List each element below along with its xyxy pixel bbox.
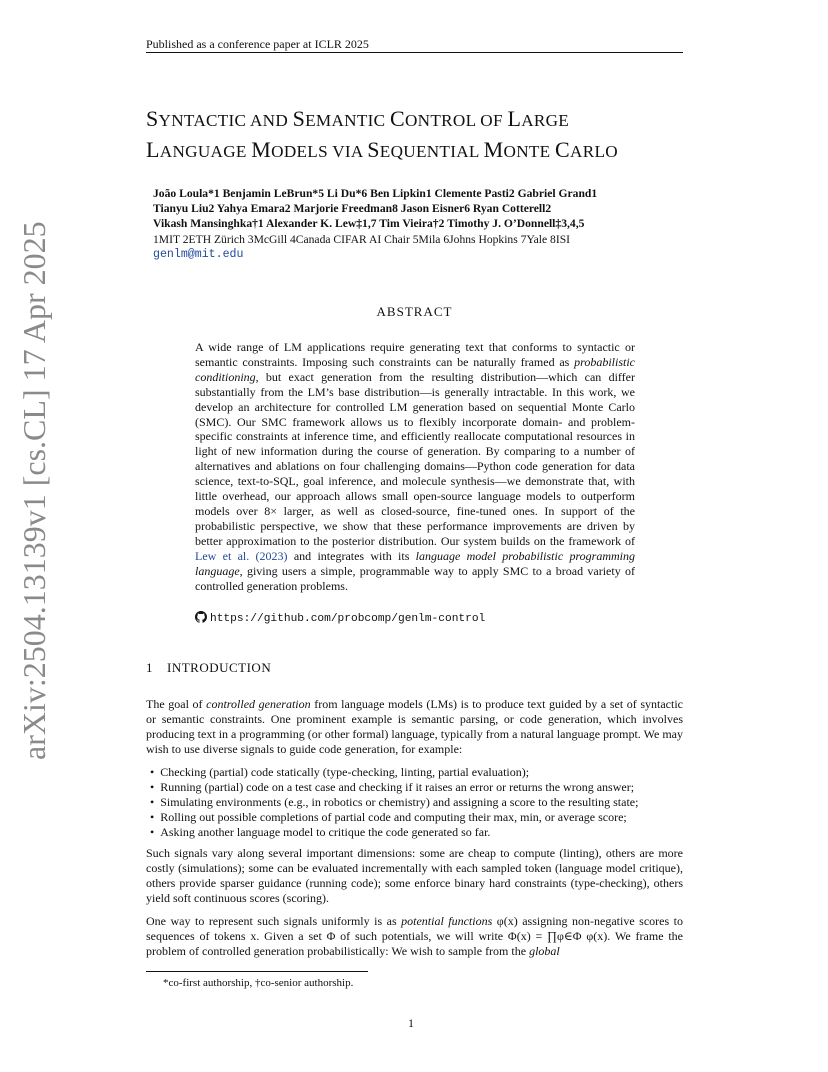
list-item: • Checking (partial) code statically (type-checking, linting, partial evaluation); (150, 765, 530, 779)
repo-url: https://github.com/probcomp/genlm-control (210, 613, 486, 625)
author-line-1: João Loula*1 Benjamin LeBrun*5 Li Du*6 Ben Lipkin1 Clemente Pasti2 Gabriel Grand1 (153, 187, 598, 200)
author-line-3: Vikash Mansinghka†1 Alexander K. Lew‡1,7 Tim Vieira†2 Timothy J. O’Donnell‡3,4,5 (153, 217, 585, 231)
github-icon (195, 613, 210, 625)
list-item: • Asking another language model to critique the code generated so far. (150, 824, 491, 839)
abstract-body: A wide range of LM applications require generating text that conforms to syntactic or semantic constraints. Imposing such constraints can be naturally framed as probabilistic conditioning, but exact generation from the resulting distribution—which can differ substantially from the LM’s base distribution—is generally intractable. In this work, we develop an architecture for controlled LM generation based on sequential Monte Carlo (SMC). Our SMC framework allows us to flexibly incorporate domain- and problem-specific constraints at inference time, and efficiently reallocate computational resources in light of new information during the course of generation. By comparing to a number of alternatives and ablations on four challenging domains—Python code generation for data science, text-to-SQL, goal inference, and molecule synthesis—we demonstrate that, with little overhead, our approach allows small open-source language models to outperform models over 8× larger, as well as closed-source, fine-tuned ones. In support of the probabilistic perspective, we show that these performance improvements are driven by better approximation to the posterior distribution. Our system builds on the framework of Lew et al. (2023) and integrates with its language model probabilistic programming language, giving users a simple, programmable way to apply SMC to a broad variety of controlled generation problems. (195, 340, 635, 593)
author-line-2: Tianyu Liu2 Yahya Emara2 Marjorie Freedman8 Jason Eisner6 Ryan Cotterell2 (153, 202, 552, 216)
arxiv-sidebar-stamp: arXiv:2504.13139v1 [cs.CL] 17 Apr 2025 (16, 221, 52, 760)
intro-paragraph-3: One way to represent such signals uniformly is as potential functions φ(x) assigning non-negative scores to sequences of tokens x. Given a set Φ of such potentials, we will write Φ(x) = ∏φ∈Φ φ(x). We frame the problem of controlled generation probabilistically: We wish to sample from the global (146, 914, 683, 958)
citation-link[interactable]: Lew et al. (2023) (195, 548, 288, 563)
author-block (153, 186, 693, 262)
page-number: 1 (408, 1016, 414, 1030)
affiliations: 1MIT 2ETH Zürich 3McGill 4Canada CIFAR AI Chair 5Mila 6Johns Hopkins 7Yale 8ISI (153, 232, 571, 246)
footnote-rule (146, 971, 368, 972)
list-item: • Running (partial) code on a test case and checking if it raises an error or returns the wrong answer; (150, 779, 635, 794)
abstract-heading: ABSTRACT (376, 304, 453, 319)
title-line-2: LANGUAGE MODELS VIA SEQUENTIAL MONTE CARLO (146, 137, 618, 162)
intro-paragraph-1: The goal of controlled generation from language models (LMs) is to produce text guided by a set of syntactic or semantic constraints. One prominent example is semantic parsing, or code generation, which involves producing text in a programming (or other formal) language, typically from a natural language prompt. We may wish to use diverse signals to guide code generation, for example: (146, 697, 684, 756)
paper-title (146, 104, 706, 166)
intro-paragraph-2: Such signals vary along several important dimensions: some are cheap to compute (linting), others are more costly (simulations); some can be evaluated incrementally with each sampled token (language model critique), others provide sparser guidance (running code); some enforce binary hard constraints (type-checking), others yield soft continuous scores (scoring). (146, 846, 683, 905)
contact-email[interactable]: genlm@mit.edu (153, 247, 244, 261)
title-line-1: SYNTACTIC AND SEMANTIC CONTROL OF LARGE (146, 106, 570, 131)
header-rule (146, 52, 683, 53)
footnote: *co-first authorship, †co-senior authorship. (163, 977, 354, 989)
list-item: • Simulating environments (e.g., in robotics or chemistry) and assigning a score to the resulting state; (150, 794, 639, 809)
signal-bullet-list (146, 765, 686, 840)
running-header: Published as a conference paper at ICLR 2025 (146, 37, 369, 51)
list-item: • Rolling out possible completions of partial code and computing their max, min, or average score; (150, 809, 627, 824)
repo-link[interactable] (195, 611, 485, 625)
section-heading-introduction: 1 INTRODUCTION (146, 660, 272, 675)
